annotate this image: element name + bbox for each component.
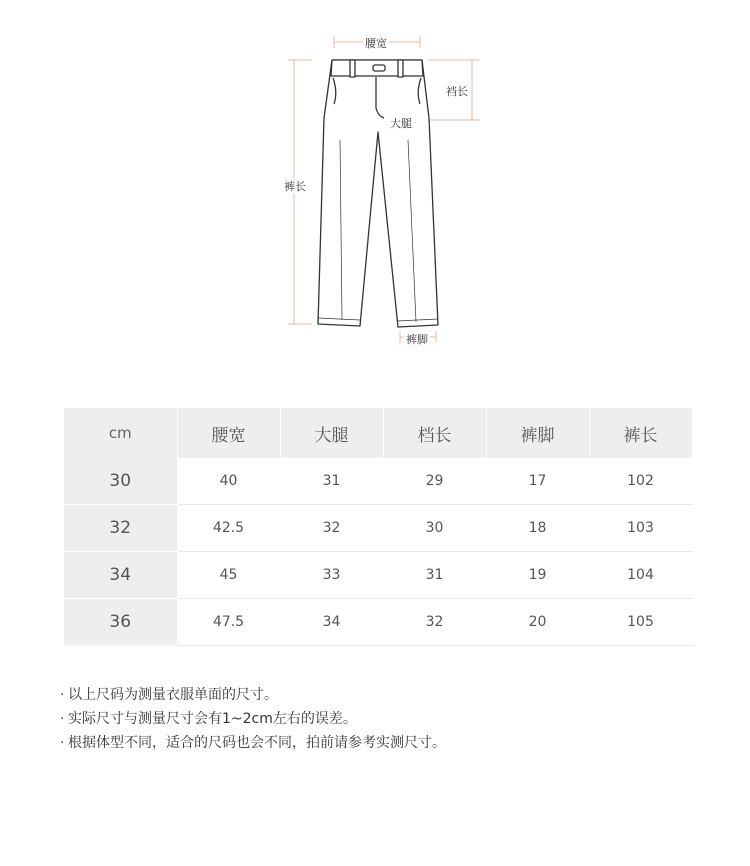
pants-measurement-diagram [0, 0, 750, 360]
thigh-label: 大腿 [390, 117, 412, 130]
size-notes [60, 683, 446, 755]
note-text: 实际尺寸与测量尺寸会有1~2cm左右的误差。 [68, 711, 357, 727]
table-cell: 19 [486, 552, 589, 599]
waist-header: 腰宽 [177, 408, 280, 458]
table-row [64, 599, 692, 646]
thigh-header: 大腿 [280, 408, 383, 458]
table-cell: 20 [486, 599, 589, 646]
table-cell: 29 [383, 458, 486, 505]
size-cell: 30 [64, 458, 177, 505]
size-cell: 36 [64, 599, 177, 646]
table-cell: 31 [383, 552, 486, 599]
table-cell: 47.5 [177, 599, 280, 646]
table-cell: 18 [486, 505, 589, 552]
bullet: · [60, 711, 65, 727]
size-cell: 32 [64, 505, 177, 552]
table-cell: 34 [280, 599, 383, 646]
table-cell: 102 [589, 458, 692, 505]
bullet: · [60, 687, 65, 703]
size-cell: 34 [64, 552, 177, 599]
rise-label: 裆长 [446, 85, 468, 98]
note-line [60, 731, 446, 755]
table-row [64, 458, 692, 505]
table-cell: 32 [383, 599, 486, 646]
pants-illustration [0, 0, 750, 360]
hem-label: 裤脚 [406, 333, 428, 346]
table-cell: 33 [280, 552, 383, 599]
length-header: 裤长 [589, 408, 692, 458]
pants-outline [318, 60, 438, 327]
size-table [64, 408, 693, 646]
note-text: 根据体型不同，适合的尺码也会不同，拍前请参考实测尺寸。 [68, 735, 446, 751]
pants-body [318, 60, 438, 327]
rise-header: 档长 [383, 408, 486, 458]
table-cell: 45 [177, 552, 280, 599]
table-cell: 105 [589, 599, 692, 646]
table-cell: 32 [280, 505, 383, 552]
table-header-row [64, 408, 692, 458]
table-cell: 40 [177, 458, 280, 505]
waist-label: 腰宽 [365, 37, 387, 50]
table-cell: 30 [383, 505, 486, 552]
button [373, 65, 385, 71]
note-text: 以上尺码为测量衣服单面的尺寸。 [68, 687, 278, 703]
note-line [60, 707, 446, 731]
table-row [64, 552, 692, 599]
table-cell: 104 [589, 552, 692, 599]
table-cell: 17 [486, 458, 589, 505]
note-line [60, 683, 446, 707]
table-row [64, 505, 692, 552]
table-cell: 103 [589, 505, 692, 552]
hem-header: 裤脚 [486, 408, 589, 458]
unit-header: cm [64, 408, 177, 458]
length-label: 裤长 [284, 180, 306, 193]
bullet: · [60, 735, 65, 751]
table-cell: 42.5 [177, 505, 280, 552]
table-cell: 31 [280, 458, 383, 505]
